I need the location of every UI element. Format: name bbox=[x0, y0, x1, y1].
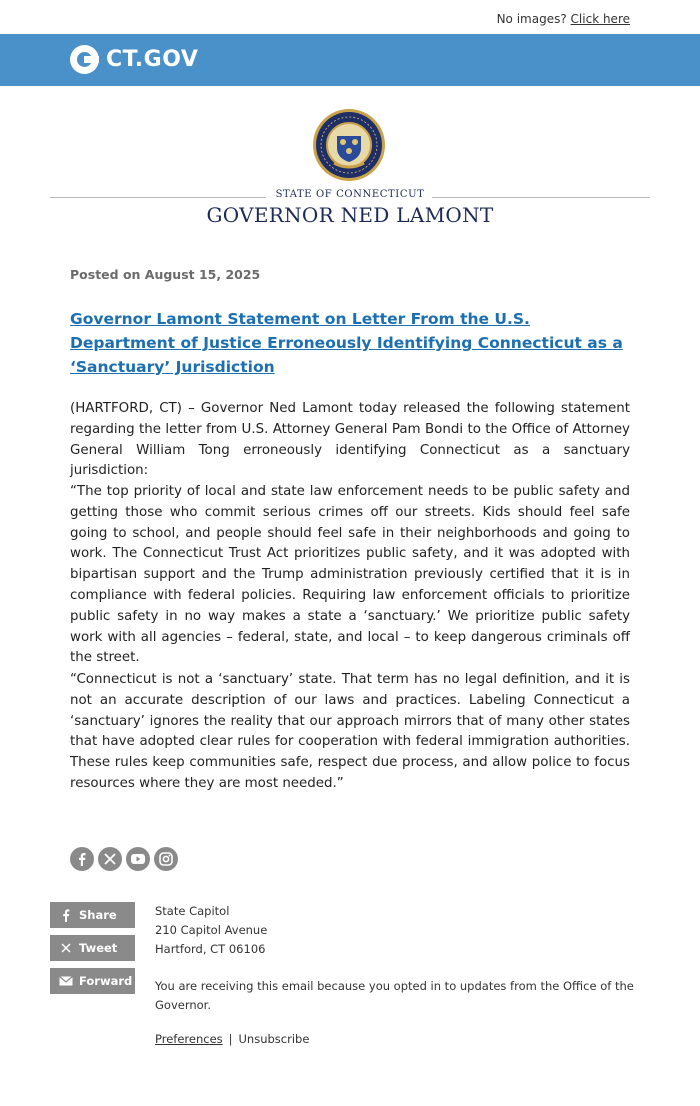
share-button-label: Share bbox=[79, 908, 117, 922]
forward-button[interactable] bbox=[50, 968, 135, 994]
footer-links bbox=[155, 1030, 635, 1049]
youtube-icon[interactable] bbox=[126, 847, 150, 871]
envelope-icon bbox=[58, 974, 74, 988]
article-headline-link[interactable]: Governor Lamont Statement on Letter From the U.S. Department of Justice Erroneously Identifying Connecticut as a ‘Sanctuary’ Jurisdiction bbox=[70, 310, 623, 376]
x-icon[interactable] bbox=[98, 847, 122, 871]
x-icon bbox=[58, 941, 74, 955]
address-line: 210 Capitol Avenue bbox=[155, 923, 268, 937]
masthead-rule-left bbox=[50, 197, 266, 198]
article-paragraph: “The top priority of local and state law enforcement needs to be public safety and getting those who commit serious crimes off our streets. Kids should feel safe going to school, and people should feel safe in their neighborhoods and going to work. The Connecticut Trust Act prioritizes public safety, and it was adopted with bipartisan support and the Trump administration previously certified that it is in compliance with federal policies. Requiring law enforcement officials to prioritize public safety in no way makes a state a ‘sanctuary.’ We prioritize public safety work with all agencies – federal, state, and local – to keep dangerous criminals off the street. bbox=[70, 484, 630, 666]
no-images-line bbox=[497, 12, 630, 26]
footer-separator: | bbox=[228, 1032, 233, 1046]
no-images-text: No images? bbox=[496, 12, 567, 26]
tweet-button[interactable] bbox=[50, 935, 135, 961]
address-line: Hartford, CT 06106 bbox=[155, 942, 266, 956]
footer-address bbox=[155, 902, 635, 959]
facebook-icon bbox=[58, 908, 74, 922]
ct-gov-logo-text: CT.GOV bbox=[106, 47, 199, 72]
tweet-button-label: Tweet bbox=[79, 941, 118, 955]
ct-gov-logo-icon bbox=[70, 45, 99, 74]
unsubscribe-link[interactable]: Unsubscribe bbox=[238, 1032, 310, 1046]
article-paragraph: “Connecticut is not a ‘sanctuary’ state. That term has no legal definition, and it is not an accurate description of our laws and practices. Labeling Connecticut a ‘sanctuary’ ignores the reality that our approach mirrors that of many other states that have adopted clear rules for cooperation with federal immigration authorities. These rules keep communities safe, respect due process, and allow police to focus resources where they are most needed.” bbox=[70, 672, 630, 791]
instagram-icon[interactable] bbox=[154, 847, 178, 871]
state-of-connecticut-label: STATE OF CONNECTICUT bbox=[275, 189, 425, 200]
article-paragraph: (HARTFORD, CT) – Governor Ned Lamont today released the following statement regarding the letter from U.S. Attorney General Pam Bondi to the Office of Attorney General William Tong erroneously identifying Connecticut as a sanctuary jurisdiction: bbox=[70, 401, 630, 479]
posted-date: Posted on August 15, 2025 bbox=[70, 267, 261, 282]
ct-gov-logo[interactable] bbox=[70, 45, 198, 74]
share-button[interactable] bbox=[50, 902, 135, 928]
preferences-link[interactable]: Preferences bbox=[155, 1032, 223, 1046]
brand-bar bbox=[0, 34, 700, 86]
governor-name-heading: GOVERNOR NED LAMONT bbox=[206, 203, 494, 227]
click-here-link[interactable]: Click here bbox=[570, 12, 630, 26]
address-line: State Capitol bbox=[155, 904, 230, 918]
masthead-rule-right bbox=[432, 197, 650, 198]
governor-seal-icon bbox=[312, 108, 386, 182]
facebook-icon[interactable] bbox=[70, 847, 94, 871]
optin-notice: You are receiving this email because you opted in to updates from the Office of the Governor. bbox=[155, 979, 634, 1012]
social-links bbox=[70, 847, 178, 871]
forward-button-label: Forward bbox=[79, 974, 133, 988]
